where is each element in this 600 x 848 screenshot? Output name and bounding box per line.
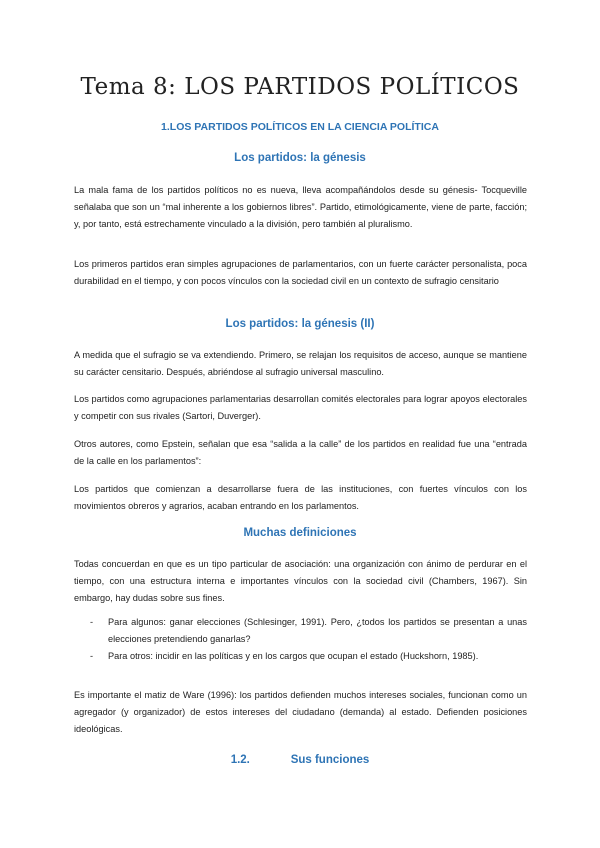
paragraph-genesis-1: La mala fama de los partidos políticos no es nueva, lleva acompañándolos desde su génesis- Tocqueville señalaba que son un “mal inherente a los gobiernos libres”. Partido, etimológicamente, viene de parte, facción; y, por tanto, está estrechamente vinculado a la división, pero también al pluralismo. <box>74 185 527 229</box>
paragraph-genesis-ii-3: Otros autores, como Epstein, señalan que esa “salida a la calle” de los partidos en realidad fue una “entrada de la calle en los parlamentos”: <box>74 439 527 466</box>
list-item <box>74 614 527 648</box>
bullet-dash: - <box>90 651 94 661</box>
definitions-list <box>74 614 527 665</box>
paragraph-genesis-2: Los primeros partidos eran simples agrupaciones de parlamentarios, con un fuerte carácter personalista, poca durabilidad en el tiempo, y con pocos vínculos con la sociedad civil en un contexto de sufragio censitario <box>74 259 527 286</box>
paragraph-genesis-ii-2: Los partidos como agrupaciones parlamentarias desarrollan comités electorales para lograr apoyos electorales y competir con sus rivales (Sartori, Duverger). <box>74 394 527 421</box>
paragraph-genesis-ii-4: Los partidos que comienzan a desarrollarse fuera de las instituciones, con fuertes vínculos con los movimientos obreros y agrarios, acaban entrando en los parlamentos. <box>74 484 527 511</box>
paragraph-definiciones-2: Es importante el matiz de Ware (1996): los partidos defienden muchos intereses sociales, funcionan como un agregador (y organizador) de estos intereses del ciudadano (demanda) al estado. Defienden posiciones ideológicas. <box>74 690 527 734</box>
subheading-funciones <box>0 754 600 766</box>
section-heading: 1.LOS PARTIDOS POLÍTICOS EN LA CIENCIA POLÍTICA <box>161 121 439 133</box>
subheading-funciones-text: Sus funciones <box>290 754 370 766</box>
subheading-genesis: Los partidos: la génesis <box>234 152 366 164</box>
bullet-dash: - <box>90 617 94 627</box>
subheading-definiciones: Muchas definiciones <box>243 527 357 539</box>
subheading-number: 1.2. <box>230 754 250 766</box>
paragraph-genesis-ii-1: A medida que el sufragio se va extendiendo. Primero, se relajan los requisitos de acceso, aunque se mantiene su carácter censitario. Después, abriéndose al sufragio universal masculino. <box>74 350 527 377</box>
subheading-genesis-ii: Los partidos: la génesis (II) <box>225 318 375 330</box>
list-item-text: Para otros: incidir en las políticas y en los cargos que ocupan el estado (Huckshorn, 1985). <box>108 651 479 661</box>
page-title: Tema 8: LOS PARTIDOS POLÍTICOS <box>80 74 520 100</box>
list-item-text: Para algunos: ganar elecciones (Schlesinger, 1991). Pero, ¿todos los partidos se presentan a unas elecciones pretendiendo ganarlas? <box>108 617 527 644</box>
list-item <box>74 648 527 665</box>
paragraph-definiciones-1: Todas concuerdan en que es un tipo particular de asociación: una organización con ánimo de perdurar en el tiempo, con una estructura interna e importantes vínculos con la sociedad civil (Chambers, 1967). Sin embargo, hay dudas sobre sus fines. <box>74 559 527 603</box>
